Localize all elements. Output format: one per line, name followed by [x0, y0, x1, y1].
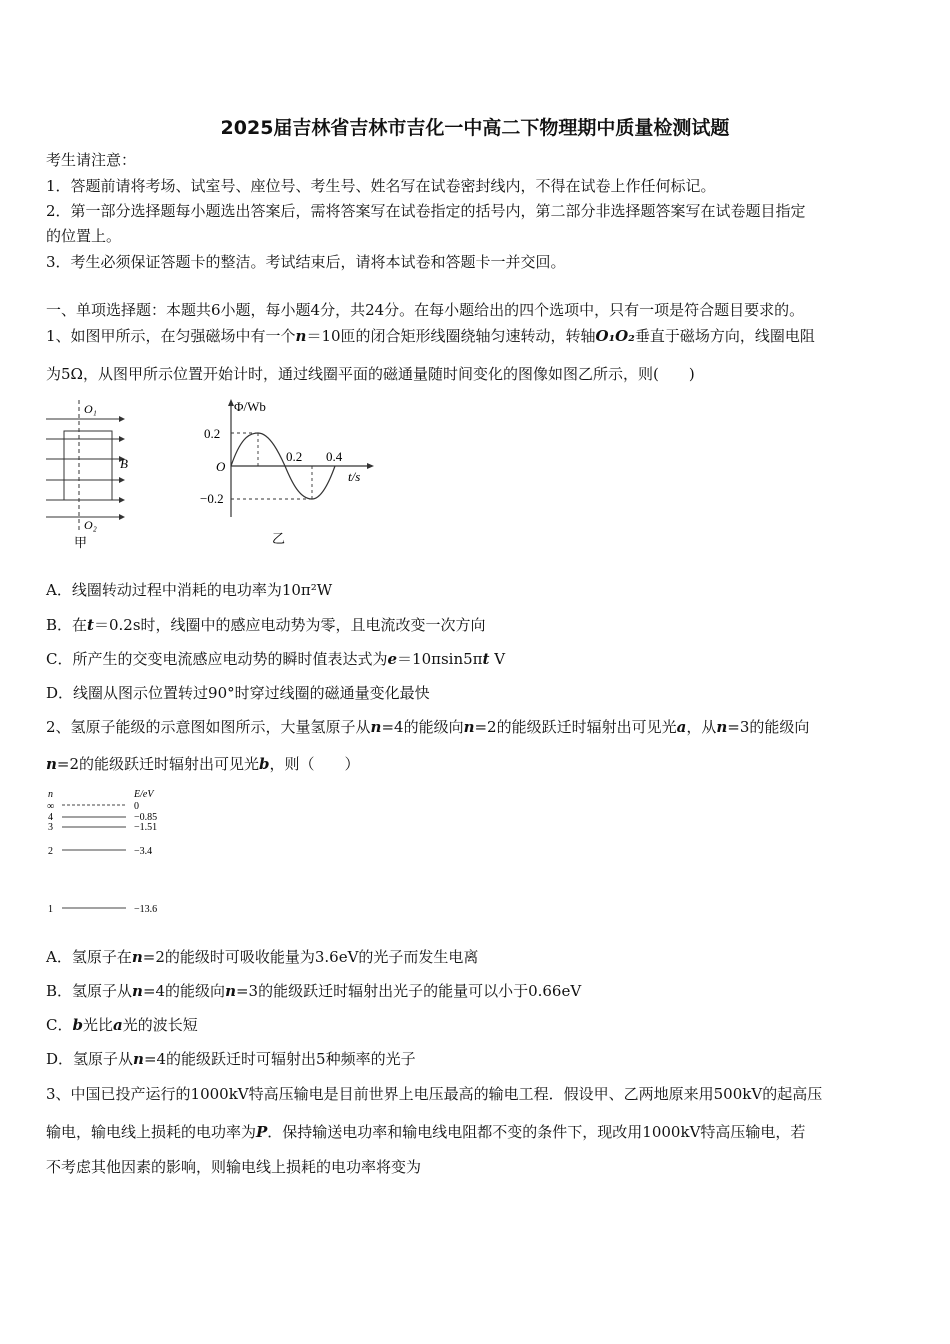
question-2-stem-2: n=2的能级跃迁时辐射出可见光b，则（ ）: [46, 755, 360, 773]
svg-text:−3.4: −3.4: [134, 846, 153, 857]
svg-text:t/s: t/s: [348, 469, 361, 484]
svg-text:0.2: 0.2: [286, 449, 303, 464]
svg-text:甲: 甲: [74, 535, 88, 550]
question-3-stem-3: 不考虑其他因素的影响，则输电线上损耗的电功率将变为: [46, 1158, 422, 1176]
q2-option-a: A．氢原子在n=2的能级时可吸收能量为3.6eV的光子而发生电离: [46, 948, 479, 966]
question-1-stem-2: 为5Ω，从图甲所示位置开始计时，通过线圈平面的磁通量随时间变化的图像如图乙所示，则( ): [46, 365, 695, 383]
svg-text:−0.2: −0.2: [200, 491, 224, 506]
svg-text:O₁: O₁: [84, 402, 97, 416]
svg-text:4: 4: [48, 812, 53, 823]
svg-text:E/eV: E/eV: [134, 789, 154, 800]
question-3-stem-2: 输电，输电线上损耗的电功率为P．保持输送电功率和输电线电阻都不变的条件下，现改用1000kV特高压输电，若: [46, 1123, 806, 1141]
energy-level-diagram: [44, 785, 184, 920]
svg-text:−1.51: −1.51: [134, 822, 158, 833]
notice-heading: 考生请注意：: [46, 151, 137, 169]
notice-item: 2．第一部分选择题每小题选出答案后，需将答案写在试卷指定的括号内，第二部分非选择题答案写在试卷题目指定: [46, 202, 806, 220]
svg-text:−0.85: −0.85: [134, 812, 158, 823]
figure-yi-flux-graph: [200, 395, 380, 550]
q1-option-c: C．所产生的交变电流感应电动势的瞬时值表达式为e＝10πsin5πt V: [46, 650, 506, 668]
svg-text:Φ/Wb: Φ/Wb: [234, 399, 266, 414]
svg-text:n: n: [48, 789, 53, 800]
svg-text:∞: ∞: [47, 801, 55, 812]
svg-text:3: 3: [48, 822, 53, 833]
svg-text:乙: 乙: [272, 531, 286, 546]
svg-text:2: 2: [48, 846, 53, 857]
svg-text:B: B: [120, 456, 128, 471]
notice-item: 3．考生必须保证答题卡的整洁。考试结束后，请将本试卷和答题卡一并交回。: [46, 253, 566, 271]
svg-text:O: O: [216, 459, 226, 474]
q2-option-c: C．b光比a光的波长短: [46, 1016, 198, 1034]
svg-text:O₂: O₂: [84, 518, 97, 532]
q2-option-b: B．氢原子从n=4的能级向n=3的能级跃迁时辐射出光子的能量可以小于0.66eV: [46, 982, 582, 1000]
question-1-stem: 1、如图甲所示，在匀强磁场中有一个n＝10匝的闭合矩形线圈绕轴匀速转动，转轴O₁O₂垂直于磁场方向，线圈电阻: [46, 327, 815, 345]
q1-option-d: D．线圈从图示位置转过90°时穿过线圈的磁通量变化最快: [46, 684, 430, 702]
notice-item: 的位置上。: [46, 227, 122, 245]
question-2-stem: 2、氢原子能级的示意图如图所示，大量氢原子从n=4的能级向n=2的能级跃迁时辐射出可见光a，从n=3的能级向: [46, 718, 810, 736]
svg-text:1: 1: [48, 904, 53, 915]
figure-jia-coil: [44, 395, 134, 550]
q1-option-b: B．在t＝0.2s时，线圈中的感应电动势为零，且电流改变一次方向: [46, 616, 486, 634]
svg-text:0: 0: [134, 801, 139, 812]
page-title: 2025届吉林省吉林市吉化一中高二下物理期中质量检测试题: [220, 117, 730, 139]
svg-text:−13.6: −13.6: [134, 904, 158, 915]
notice-item: 1．答题前请将考场、试室号、座位号、考生号、姓名写在试卷密封线内，不得在试卷上作任何标记。: [46, 177, 716, 195]
svg-text:0.4: 0.4: [326, 449, 343, 464]
svg-text:0.2: 0.2: [204, 426, 221, 441]
question-3-stem: 3、中国已投产运行的1000kV特高压输电是目前世界上电压最高的输电工程．假设甲、乙两地原来用500kV的起高压: [46, 1085, 823, 1103]
q1-option-a: A．线圈转动过程中消耗的电功率为10π²W: [46, 581, 333, 599]
q2-option-d: D．氢原子从n=4的能级跃迁时可辐射出5种频率的光子: [46, 1050, 416, 1068]
section-heading: 一、单项选择题：本题共6小题，每小题4分，共24分。在每小题给出的四个选项中，只有一项是符合题目要求的。: [46, 301, 805, 319]
